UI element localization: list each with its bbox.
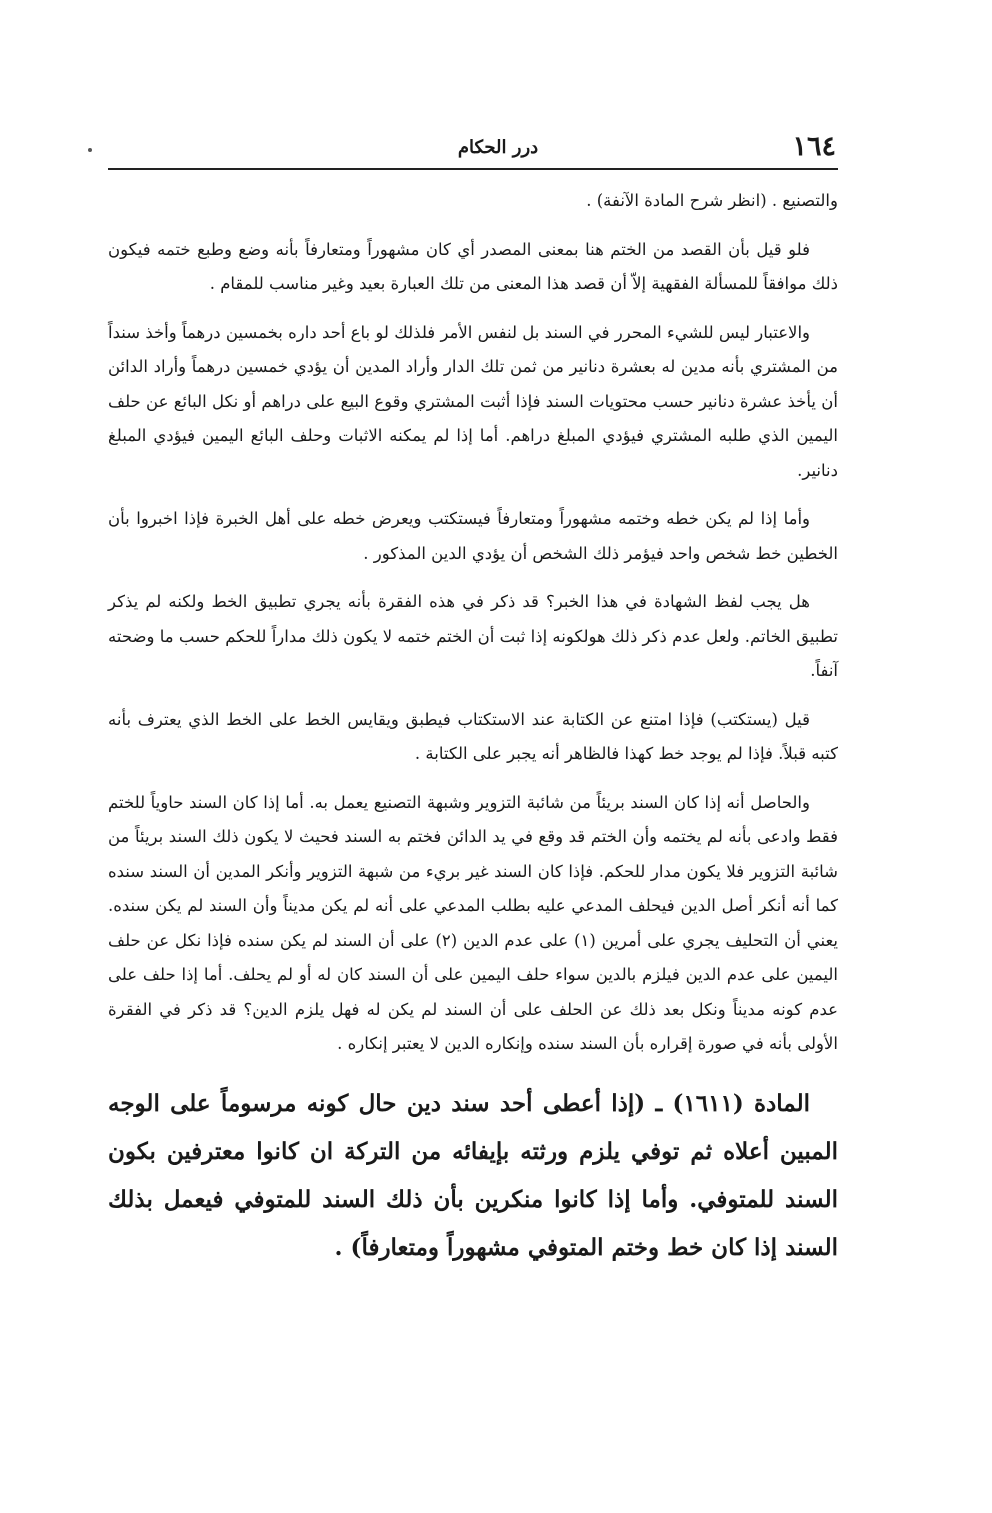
article-text: المادة (١٦١١) ـ (إذا أعطى أحد سند دين حال كونه مرسوماً على الوجه المبين أعلاه ثم توفي يلزم ورثته بإيفائه من التركة ان كانوا معترفين بكون السند للمتوفي. وأما إذا كانوا منكرين بأن ذلك السند للمتوفي فيعمل بذلك السند إذا كان خط وختم المتوفي مشهوراً ومتعارفاً) . xyxy=(108,1089,838,1261)
document-page xyxy=(108,128,838,1272)
paragraph-continuation: والتصنيع . (انظر شرح المادة الآنفة) . xyxy=(586,191,838,210)
paragraph: هل يجب لفظ الشهادة في هذا الخبر؟ قد ذكر في هذه الفقرة بأنه يجري تطبيق الخط ولكنه لم يذكر تطبيق الخاتم. ولعل عدم ذكر ذلك هولكونه إذا ثبت أن الختم ختمه لا يكون ذلك مداراً للحكم حسب ما وضحته آنفاً. xyxy=(108,592,838,680)
scan-dot xyxy=(88,148,92,152)
page-number: ١٦٤ xyxy=(792,131,836,162)
paragraph: وأما إذا لم يكن خطه وختمه مشهوراً ومتعارفاً فيستكتب ويعرض خطه على أهل الخبرة فإذا اخبروا بأن الخطين خط شخص واحد فيؤمر ذلك الشخص أن يؤدي الدين المذكور . xyxy=(108,509,838,563)
body-text xyxy=(108,184,838,1272)
paragraph: والاعتبار ليس للشيء المحرر في السند بل لنفس الأمر فلذلك لو باع أحد داره بخمسين درهماً وأخذ سنداً من المشتري بأنه مدين له بعشرة دنانير من ثمن تلك الدار وأراد المدين أن يؤدي خمسين درهماً وأراد الدائن أن يأخذ عشرة دنانير حسب محتويات السند فإذا أثبت المشتري وقوع البيع على دراهم أو نكل البائع عن حلف اليمين الذي طلبه المشتري فيؤدي المبلغ دراهم. أما إذا لم يمكنه الاثبات وحلف البائع اليمين فيؤدي المبلغ دنانير. xyxy=(108,322,838,480)
paragraph: فلو قيل بأن القصد من الختم هنا بمعنى المصدر أي كان مشهوراً ومتعارفاً بأنه وضع وطبع ختمه فيكون ذلك موافقاً للمسألة الفقهية إلاّ أن قصد هذا المعنى من تلك العبارة بعيد وغير مناسب للمقام . xyxy=(108,239,838,293)
paragraph: قيل (يستكتب) فإذا امتنع عن الكتابة عند الاستكتاب فيطبق ويقايس الخط على الخط الذي يعترف بأنه كتبه قبلاً. فإذا لم يوجد خط كهذا فالظاهر أنه يجبر على الكتابة . xyxy=(108,709,838,763)
running-header xyxy=(108,128,838,170)
book-title: درر الحكام xyxy=(457,137,539,158)
paragraph: والحاصل أنه إذا كان السند بريئاً من شائبة التزوير وشبهة التصنيع يعمل به. أما إذا كان السند حاوياً للختم فقط وادعى بأنه لم يختمه وأن الختم قد وقع في يد الدائن فختم به السند فحيث لا يكون ذلك السند بريئاً من شائبة التزوير فلا يكون مدار للحكم. فإذا كان السند غير بريء من شبهة التزوير وأنكر المدين أن السند سنده كما أنه أنكر أصل الدين فيحلف المدعي عليه بطلب المدعي على أنه لم يكن مديناً وأن السند لم يكن سنده. يعني أن التحليف يجري على أمرين (١) على عدم الدين (٢) على أن السند لم يكن سنده فإذا نكل عن حلف اليمين على عدم الدين فيلزم بالدين سواء حلف اليمين على أن السند كان له أو لم يحلف. أما إذا حلف على عدم كونه مديناً ونكل بعد ذلك عن الحلف على أن السند لم يكن له فهل يلزم الدين؟ قد ذكر في الفقرة الأولى بأنه في صورة إقراره بأن السند سنده وإنكاره الدين لا يعتبر إنكاره . xyxy=(108,792,839,1053)
